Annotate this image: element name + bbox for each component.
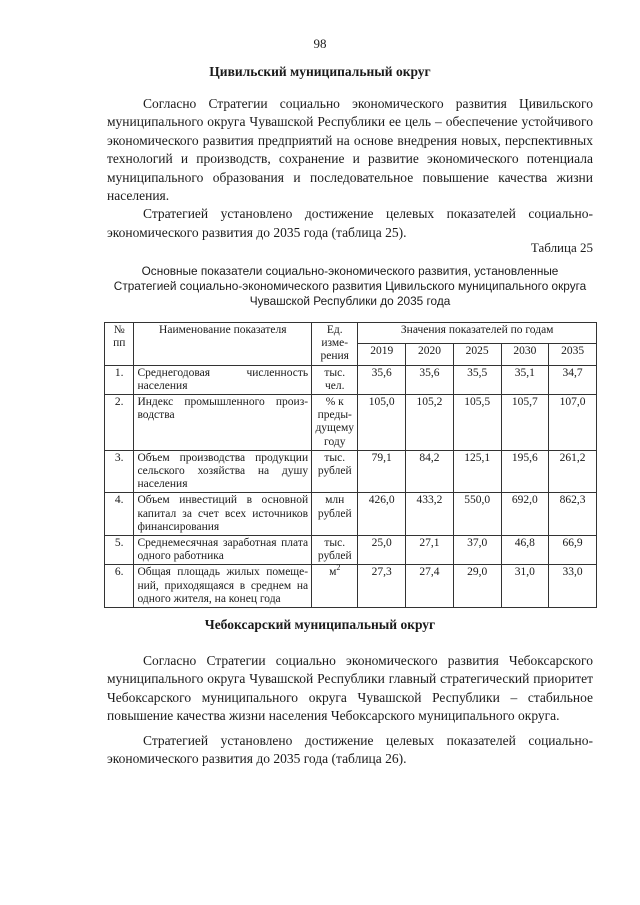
row-num: 5. — [105, 536, 134, 565]
row-value: 105,5 — [453, 395, 501, 451]
row-num: 2. — [105, 395, 134, 451]
row-name: Среднегодовая численность населения — [134, 365, 312, 394]
table-caption — [107, 264, 593, 310]
row-value: 35,1 — [501, 365, 549, 394]
table-row — [105, 395, 597, 451]
row-value: 27,1 — [406, 536, 454, 565]
row-value: 195,6 — [501, 450, 549, 493]
row-value: 107,0 — [549, 395, 597, 451]
row-name: Общая площадь жилых помещений, приходящаяся в среднем на одного жителя, на конец года — [134, 565, 312, 608]
row-num: 4. — [105, 493, 134, 536]
table-header-row — [105, 323, 597, 344]
table-label: Таблица 25 — [530, 240, 593, 255]
row-value: 550,0 — [453, 493, 501, 536]
paragraph: Согласно Стратегии социально экономического развития Цивильского муниципального округа Чувашской Республики ее цель – обеспечение устойчивого экономического развития предприятий на основе внедрения новых, перспективных технологий и производств, сохранение и развитие экономического потенциала муниципального образования и последовательное повышение качества жизни населения. — [107, 96, 593, 204]
row-value: 27,4 — [406, 565, 454, 608]
row-name: Индекс промышленного производства — [134, 395, 312, 451]
row-value: 84,2 — [406, 450, 454, 493]
header-year: 2019 — [358, 344, 406, 365]
header-unit: Ед. измерения — [312, 323, 358, 366]
paragraph: Согласно Стратегии социально экономического развития Чебоксарского муниципального округа Чувашской Республики главный стратегический приоритет Чебоксарского муниципального округа Чувашской Республики – стабильное повышение качества жизни населения Чебоксарского муниципального округа. — [107, 653, 593, 724]
caption-line: Чувашской Республики до 2035 года — [249, 294, 451, 309]
row-name: Объем производства продукции сельского хозяйства на душу населения — [134, 450, 312, 493]
row-unit: млн рублей — [312, 493, 358, 536]
section-text-tsivilsky — [107, 95, 593, 242]
row-value: 25,0 — [358, 536, 406, 565]
row-value: 46,8 — [501, 536, 549, 565]
row-unit: тыс. рублей — [312, 536, 358, 565]
row-value: 31,0 — [501, 565, 549, 608]
table-row — [105, 365, 597, 394]
row-value: 34,7 — [549, 365, 597, 394]
row-value: 125,1 — [453, 450, 501, 493]
caption-line: Основные показатели социально-экономического развития, установленные — [141, 264, 559, 278]
row-value: 37,0 — [453, 536, 501, 565]
row-unit: тыс. чел. — [312, 365, 358, 394]
row-num: 3. — [105, 450, 134, 493]
table-row — [105, 536, 597, 565]
header-year: 2035 — [549, 344, 597, 365]
section-title-tsivilsky: Цивильский муниципальный округ — [209, 64, 431, 79]
caption-line: Стратегией социально-экономического развития Цивильского муниципального округа — [113, 279, 587, 294]
row-unit — [312, 565, 358, 608]
header-name: Наименование показателя — [134, 323, 312, 366]
row-value: 426,0 — [358, 493, 406, 536]
row-unit: тыс. рублей — [312, 450, 358, 493]
row-value: 33,0 — [549, 565, 597, 608]
header-year: 2030 — [501, 344, 549, 365]
row-value: 105,0 — [358, 395, 406, 451]
header-values-group: Значения показателей по годам — [358, 323, 597, 344]
page-number: 98 — [313, 36, 327, 51]
section-title-cheboksarsky: Чебоксарский муниципальный округ — [204, 617, 436, 632]
row-value: 35,5 — [453, 365, 501, 394]
section-text-cheboksarsky — [107, 652, 593, 768]
row-value: 35,6 — [406, 365, 454, 394]
row-value: 29,0 — [453, 565, 501, 608]
header-num: № пп — [105, 323, 134, 366]
paragraph: Стратегией установлено достижение целевых показателей социально-экономического развития до 2035 года (таблица 25). — [107, 206, 593, 240]
unit-text: м — [329, 566, 337, 579]
table-row — [105, 565, 597, 608]
row-value: 261,2 — [549, 450, 597, 493]
row-value: 105,7 — [501, 395, 549, 451]
unit-superscript: 2 — [336, 563, 341, 573]
table-row — [105, 493, 597, 536]
row-value: 79,1 — [358, 450, 406, 493]
row-num: 6. — [105, 565, 134, 608]
row-name: Среднемесячная заработная плата одного работника — [134, 536, 312, 565]
row-value: 105,2 — [406, 395, 454, 451]
table-row — [105, 450, 597, 493]
paragraph: Стратегией установлено достижение целевых показателей социально-экономического развития до 2035 года (таблица 26). — [107, 732, 593, 767]
row-value: 27,3 — [358, 565, 406, 608]
header-year: 2025 — [453, 344, 501, 365]
row-num: 1. — [105, 365, 134, 394]
header-year: 2020 — [406, 344, 454, 365]
row-value: 862,3 — [549, 493, 597, 536]
row-value: 35,6 — [358, 365, 406, 394]
row-value: 433,2 — [406, 493, 454, 536]
row-unit: % к предыдущему году — [312, 395, 358, 451]
row-value: 692,0 — [501, 493, 549, 536]
row-value: 66,9 — [549, 536, 597, 565]
row-name: Объем инвестиций в основной капитал за счет всех источников финансирования — [134, 493, 312, 536]
indicators-table — [104, 322, 597, 608]
